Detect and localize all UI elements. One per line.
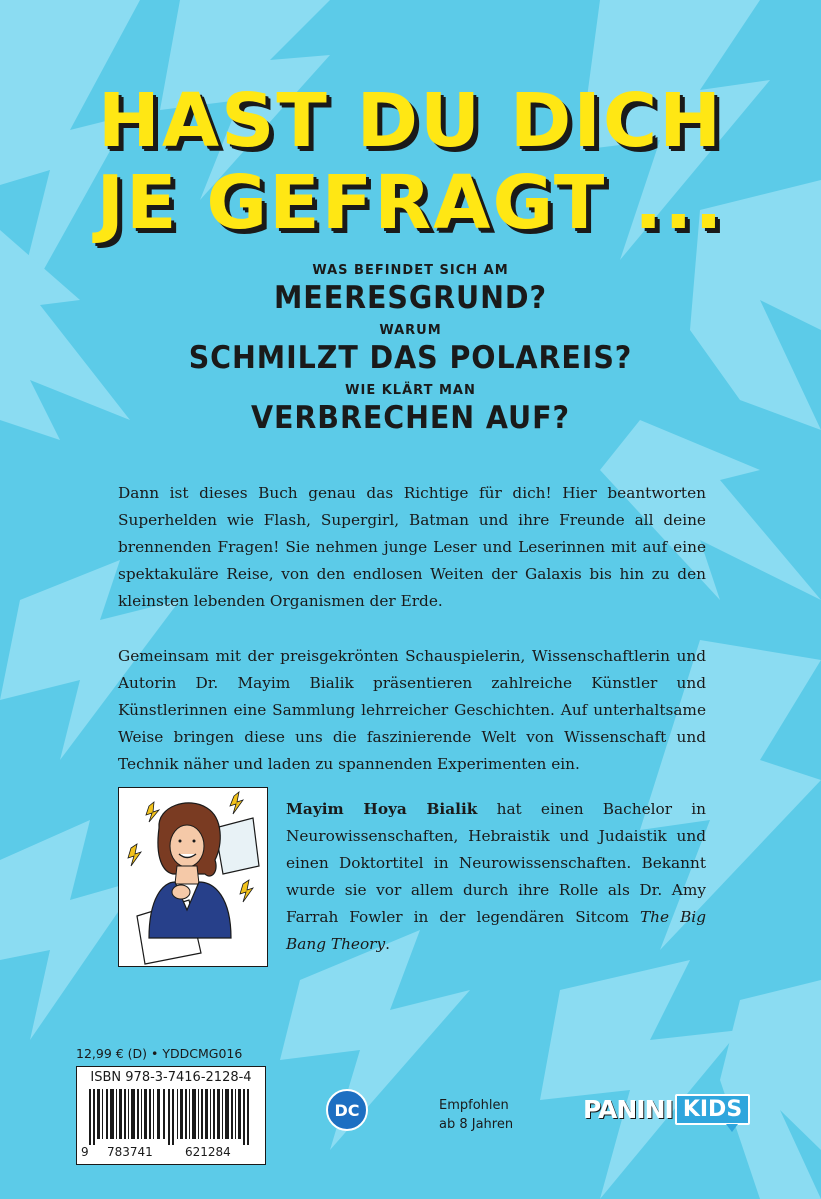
publisher-word: PANINI — [583, 1095, 673, 1124]
question-2-lead: WARUM — [379, 323, 442, 338]
question-2-main: SCHMILZT DAS POLAREIS? — [188, 340, 633, 376]
recommendation-line-2: ab 8 Jahren — [439, 1117, 514, 1132]
question-1-lead: WAS BEFINDET SICH AM — [312, 263, 509, 278]
question-list — [0, 262, 821, 442]
question-1-main: MEERESGRUND? — [273, 280, 547, 316]
author-bio-text: hat einen Bachelor in Neurowissenschaften, Hebraistik und Judaistik und einen Doktortitel in Neurowissenschaften. Bekannt wurde sie vor allem durch ihre Rolle als Dr. Amy Farrah Fowler in der legendären Sitcom — [286, 800, 706, 926]
author-bio — [286, 796, 706, 958]
headline-line-2: JE GEFRAGT ... — [96, 160, 725, 246]
dc-logo — [325, 1088, 369, 1136]
headline-line-1: HAST DU DICH — [97, 78, 724, 164]
panini-kids-logo — [583, 1094, 750, 1125]
barcode-digit-group-2: 621284 — [185, 1145, 231, 1159]
price-line: 12,99 € (D) • YDDCMG016 — [76, 1046, 243, 1061]
age-recommendation — [439, 1096, 513, 1134]
question-3-main: VERBRECHEN AUF? — [251, 400, 570, 436]
barcode-digit-group-1: 783741 — [107, 1145, 153, 1159]
question-1 — [0, 262, 821, 316]
intro-paragraph: Dann ist dieses Buch genau das Richtige für dich! Hier beantworten Superhelden wie Flash, Supergirl, Batman und ihre Freunde all deine brennenden Fragen! Sie nehmen junge Leser und Leserinnen mit auf eine spektakuläre Reise, von den endlosen Weiten der Galaxis bis hin zu den kleinsten lebenden Organismen der Erde. — [118, 484, 706, 610]
recommendation-line-1: Empfohlen — [439, 1098, 509, 1113]
author-name: Mayim Hoya Bialik — [286, 800, 478, 818]
author-intro-paragraph: Gemeinsam mit der preisgekrönten Schauspielerin, Wissenschaftlerin und Autorin Dr. Mayim Bialik präsentieren zahlreiche Künstler und Künstlerinnen eine Sammlung lehrreicher Geschichten. Auf unterhaltsame Weise bringen diese uns die faszinierende Welt von Wissenschaft und Technik näher und laden zu spannenden Experimenten ein. — [118, 647, 706, 773]
headline — [0, 80, 821, 244]
question-3-lead: WIE KLÄRT MAN — [345, 383, 476, 398]
barcode-bars — [79, 1089, 263, 1145]
author-portrait-image — [118, 787, 268, 967]
kids-badge: KIDS — [675, 1094, 750, 1125]
author-show-title: The Big Bang Theory — [286, 908, 706, 953]
dc-logo-text: DC — [334, 1101, 360, 1120]
question-3 — [0, 382, 821, 436]
question-2 — [0, 322, 821, 376]
author-bio-end: . — [385, 935, 391, 953]
barcode-digit-prefix: 9 — [81, 1145, 89, 1159]
isbn-text: ISBN 978-3-7416-2128-4 — [90, 1070, 252, 1085]
barcode-box — [76, 1066, 266, 1165]
